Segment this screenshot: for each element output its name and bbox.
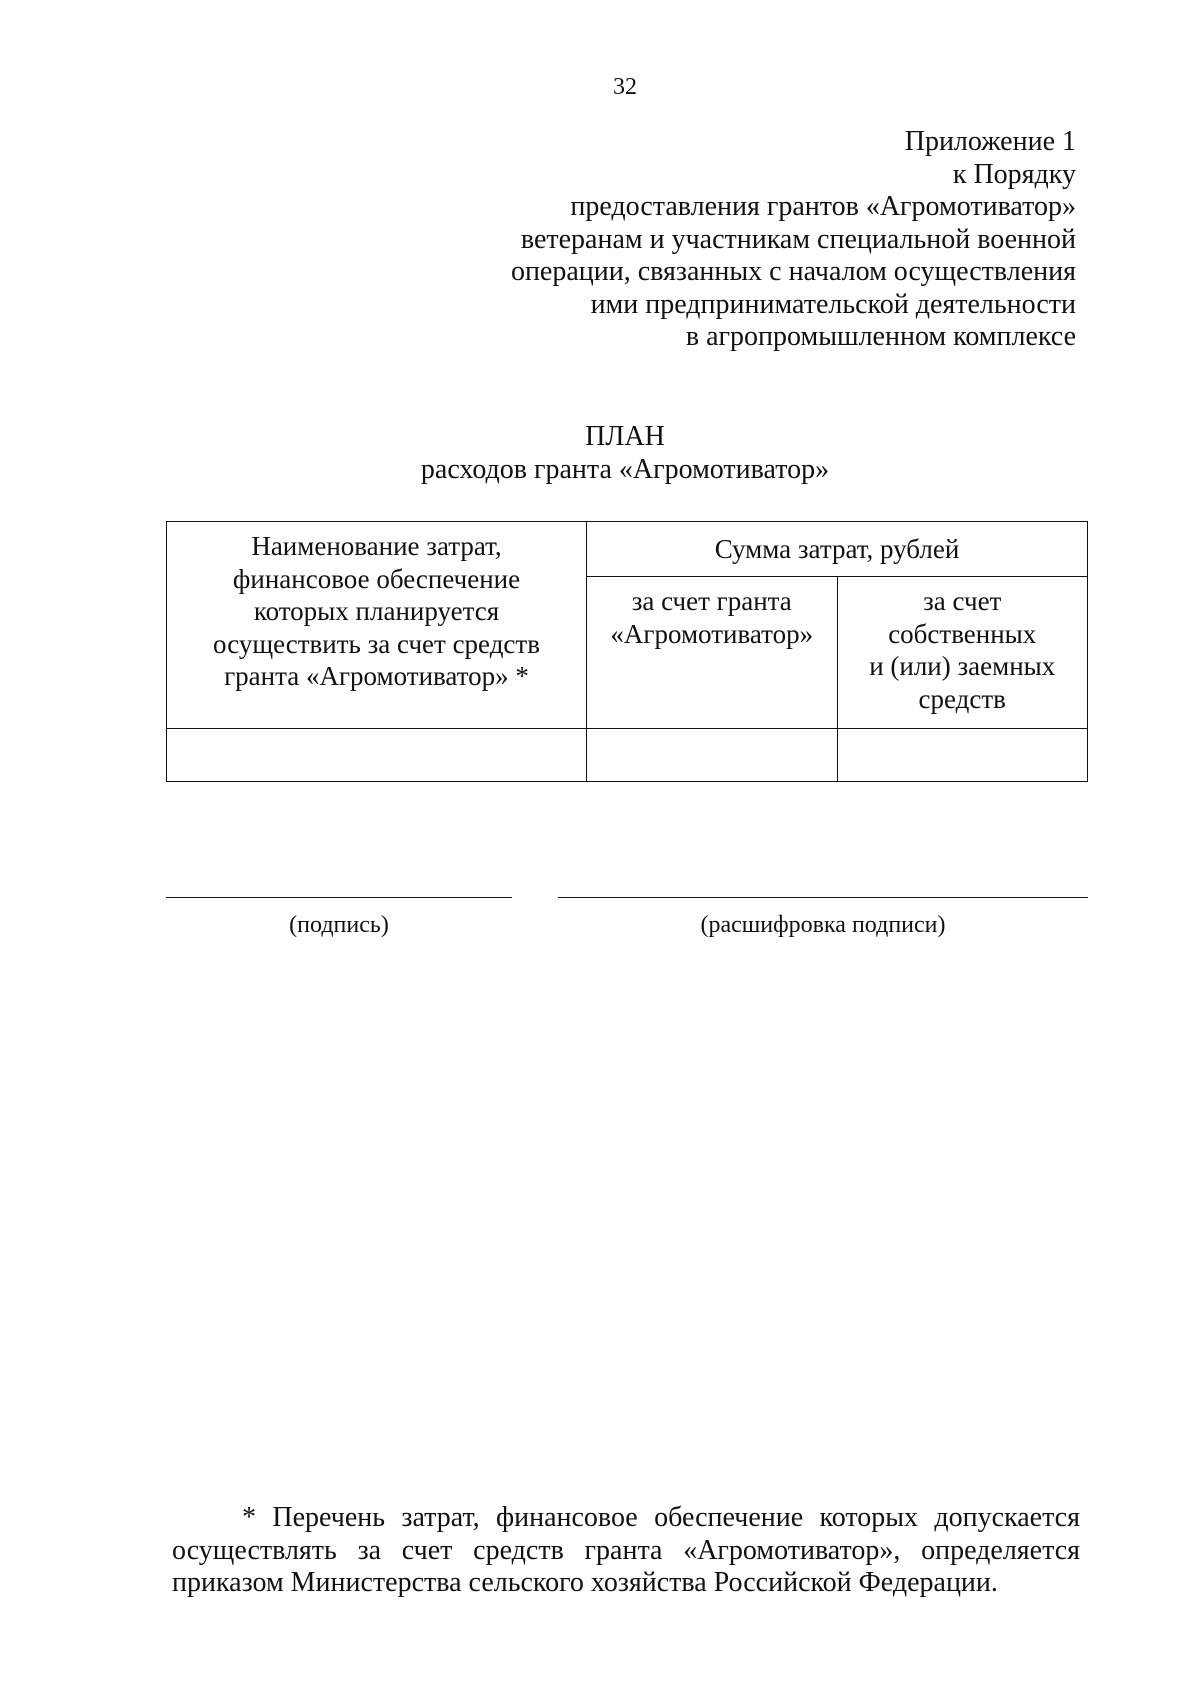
header-own-funds xyxy=(837,577,1088,729)
table-cell xyxy=(837,729,1088,782)
appendix-line: Приложение 1 xyxy=(904,126,1076,157)
appendix-line: к Порядку xyxy=(952,158,1076,190)
header-grant-funds xyxy=(587,577,838,729)
appendix-line: операции, связанных с началом осуществления xyxy=(510,256,1076,287)
header-line: которых планируется xyxy=(253,596,500,626)
signature-caption: (подпись) xyxy=(289,912,389,938)
signature-line xyxy=(166,897,512,898)
table-cell xyxy=(167,729,587,782)
header-expense-sum: Сумма затрат, рублей xyxy=(587,522,1088,577)
header-line: «Агромотиватор» xyxy=(610,618,814,649)
header-line: собственных xyxy=(888,618,1037,649)
appendix-line: предоставления грантов «Агромотиватор» xyxy=(570,191,1076,222)
expense-plan-table xyxy=(166,521,1088,782)
header-line: и (или) заемных xyxy=(869,651,1056,681)
footnote: * Перечень затрат, финансовое обеспечение которых допускается осуществлять за счет средств гранта «Агромотиватор», определяется приказом Министерства сельского хозяйства Российской Федерации. xyxy=(172,1502,1080,1598)
header-line: средств xyxy=(918,683,1006,714)
header-line: за счет гранта xyxy=(631,586,792,616)
table-cell xyxy=(587,729,838,782)
plan-heading xyxy=(0,420,1200,486)
header-line: осуществить за счет средств xyxy=(213,628,540,659)
header-line: за счет xyxy=(923,586,1002,616)
header-expense-name xyxy=(167,522,587,729)
header-line: гранта «Агромотиватор» * xyxy=(224,661,529,691)
table-row xyxy=(167,729,1088,782)
plan-title: ПЛАН xyxy=(585,421,665,452)
page-number: 32 xyxy=(613,74,637,100)
signature-decoding-line xyxy=(558,897,1088,898)
appendix-line: в агропромышленном комплексе xyxy=(685,321,1076,352)
plan-subtitle: расходов гранта «Агромотиватор» xyxy=(420,454,830,485)
appendix-reference xyxy=(476,126,1076,354)
appendix-line: ими предпринимательской деятельности xyxy=(590,288,1076,320)
header-line: финансовое обеспечение xyxy=(232,563,521,594)
header-line: Наименование затрат, xyxy=(251,531,502,561)
appendix-line: ветеранам и участникам специальной военной xyxy=(520,223,1076,255)
signature-decoding-caption: (расшифровка подписи) xyxy=(700,912,946,938)
